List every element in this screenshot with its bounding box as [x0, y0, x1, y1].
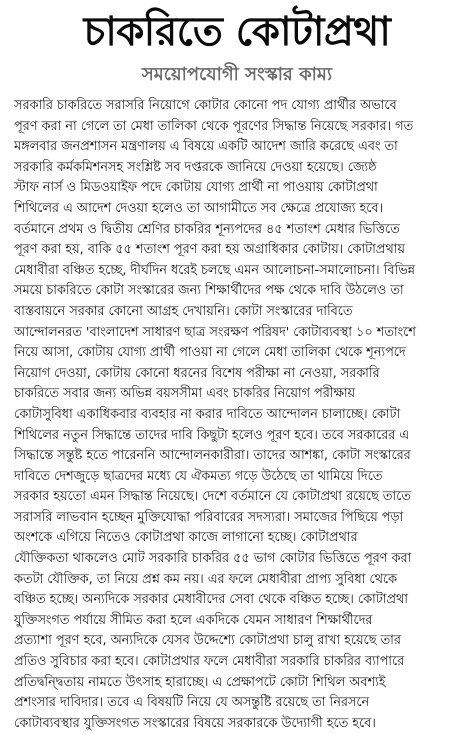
- body-line: স্টাফ নার্স ও মিডওয়াইফ পদে কোটায় যোগ্য প্রার্থী না পাওয়ায় কোটাপ্রথা: [14, 180, 378, 196]
- body-line: প্রত্যাশা পূরণ হবে, অন্যদিকে যেসব উদ্দেশ্যে কোটাপ্রথা চালু রাখা হয়েছে তার: [14, 633, 401, 649]
- body-line: শিথিলের এ আদেশ দেওয়া হলেও তা আগামীতে সব ক্ষেত্রে প্রযোজ্য হবে।: [14, 200, 384, 216]
- body-line: পূরণ করা হয়, বাকি ৫৫ শতাংশ পূরণ করা হয় অগ্রাধিকার কোটায়। কোটাপ্রথায়: [14, 242, 405, 258]
- article-body: [14, 96, 462, 731]
- body-line: প্রতিও সুবিচার করা হবে। কোটাপ্রথার ফলে মেধাবীরা সরকারি চাকরির ব্যাপারে: [14, 654, 405, 670]
- body-line: পূরণ করা না গেলে তা মেধা তালিকা থেকে পূরণের সিদ্ধান্ত নিয়েছে সরকার। গত: [14, 118, 414, 134]
- body-line: সরকারি চাকরিতে সরাসরি নিয়োগে কোটার কোনো পদ যোগ্য প্রার্থীর অভাবে: [14, 98, 397, 113]
- body-line: বাস্তবায়নে সরকার কোনো আগ্রহ দেখায়নি। কোটা সংস্কারের দাবিতে: [14, 303, 353, 319]
- body-line: কোটাসুবিধা একাধিকবার ব্যবহার না করার দাবিতে আন্দোলন চালাচ্ছে। কোটা: [14, 406, 401, 422]
- body-line: সরকারি কর্মকমিশনসহ সংশ্লিষ্ট সব দপ্তরকে জানিয়ে দেওয়া হয়েছে। জ্যেষ্ঠ: [14, 159, 377, 175]
- article-headline: চাকরিতে কোটাপ্রথা: [83, 9, 391, 55]
- article-subheadline: সময়োপযোগী সংস্কার কাম্য: [141, 64, 333, 85]
- body-line: মঙ্গলবার জনপ্রশাসন মন্ত্রণালয় এ বিষয়ে একটি আদেশ জারি করেছে এবং তা: [14, 139, 398, 155]
- body-line: শিথিলের নতুন সিদ্ধান্তে তাদের দাবি কিছুটা হলেও পূরণ হবে। তবে সরকারের এ: [14, 427, 410, 443]
- body-line: বঞ্চিত হচ্ছে। অন্যদিকে সরকার মেধাবীদের সেবা থেকে বঞ্চিত হচ্ছে। কোটাপ্রথা: [14, 592, 408, 608]
- body-line: বর্তমানে প্রথম ও দ্বিতীয় শ্রেণির চাকরির শূন্যপদের ৪৫ শতাংশ মেধার ভিত্তিতে: [14, 221, 400, 237]
- body-line: চাকরিতে সবার জন্য অভিন্ন বয়সসীমা এবং চাকরির নিয়োগ পরীক্ষায়: [14, 386, 356, 402]
- body-line: মেধাবীরা বঞ্চিত হচ্ছে, দীর্ঘদিন ধরেই চলছে এমন আলোচনা-সমালোচনা। বিভিন্ন: [14, 262, 415, 278]
- body-line: সময়ে চাকরিতে কোটা সংস্কারের জন্য শিক্ষার্থীদের পক্ষ থেকে দাবি উঠলেও তা: [14, 283, 404, 299]
- body-line: কতটা যৌক্তিক, তা নিয়ে প্রশ্ন কম নয়। এর ফলে মেধাবীরা প্রাপ্য সুবিধা থেকে: [14, 571, 397, 587]
- body-line: নিয়ে আসা, কোটায় যোগ্য প্রার্থী পাওয়া না গেলে মেধা তালিকা থেকে শূন্যপদে: [14, 345, 406, 361]
- body-line: আন্দোলনরত 'বাংলাদেশ সাধারণ ছাত্র সংরক্ষণ পরিষদ' কোটাব্যবস্থা ১০ শতাংশে: [14, 324, 416, 340]
- body-line: সরাসরি লাভবান হচ্ছেন মুক্তিযোদ্ধা পরিবারের সদস্যরা। সমাজের পিছিয়ে পড়া: [14, 509, 404, 525]
- body-line: প্রশংসার দাবিদার। তবে এ বিষয়টি নিয়ে যে অসন্তুষ্টি রয়েছে তা নিরসনে: [14, 695, 370, 711]
- body-line: দাবিতে দেশজুড়ে ছাত্রদের মধ্যে যে ঐকমত্য গড়ে উঠেছে তা থামিয়ে দিতে: [14, 468, 383, 484]
- body-line: কোটাব্যবস্থার যুক্তিসংগত সংস্কারের বিষয়ে সরকারকে উদ্যোগী হতে হবে।: [14, 715, 376, 731]
- body-line: নিয়োগ দেওয়া, কোটায় কোনো ধরনের বিশেষ পরীক্ষা না নেওয়া, সরকারি: [14, 365, 380, 381]
- body-line: যুক্তিসংগত পর্যায়ে সীমিত করা হলে একদিকে যেমন সাধারণ শিক্ষার্থীদের: [14, 612, 373, 628]
- body-line: প্রতিদ্বন্দ্বিতায় নামতে উৎসাহ হারাচ্ছে। এ প্রেক্ষাপটে কোটা শিথিল অবশ্যই: [14, 674, 386, 690]
- body-line: সরকার হয়তো এমন সিদ্ধান্ত নিয়েছে। দেশে বর্তমানে যে কোটাপ্রথা রয়েছে তাতে: [14, 489, 411, 505]
- body-line: অংশকে এগিয়ে নিতেও কোটাপ্রথা কাজে লাগানো হচ্ছে। কোটাপ্রথার: [14, 530, 358, 546]
- body-line: সিদ্ধান্তে সন্তুষ্ট হতে পারেননি আন্দোলনকারীরা। তাদের আশঙ্কা, কোটা সংস্কারের: [14, 448, 411, 464]
- body-line: যৌক্তিকতা থাকলেও মোট সরকারি চাকরির ৫৫ ভাগ কোটার ভিত্তিতে পূরণ করা: [14, 551, 412, 567]
